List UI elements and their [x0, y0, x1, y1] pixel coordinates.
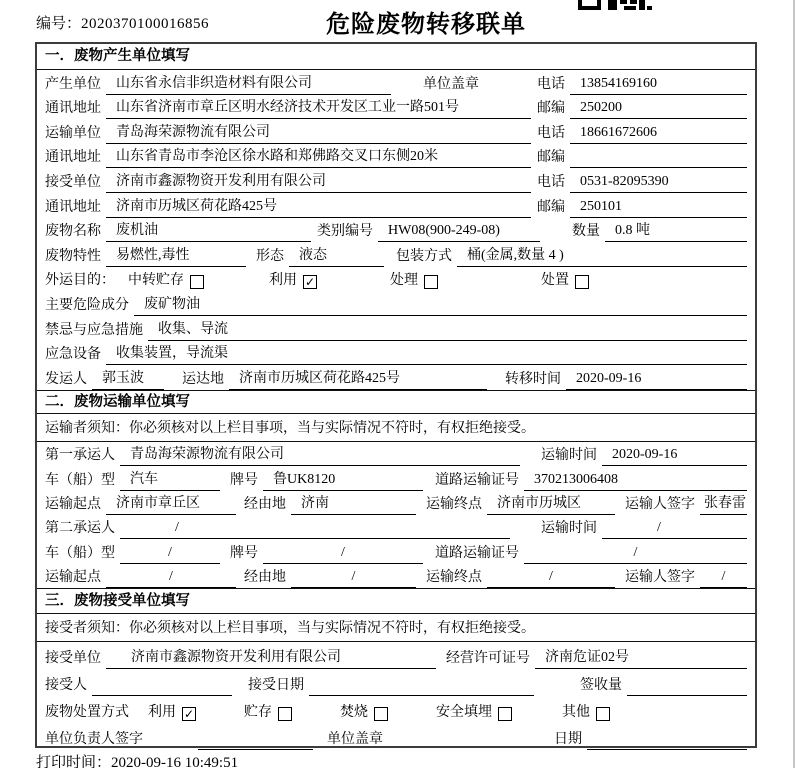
dispatcher-value: 郭玉波: [92, 367, 164, 390]
producer-zip-value: 250200: [570, 100, 747, 119]
dispatch-row: [37, 365, 755, 390]
seal-label: 单位盖章: [423, 76, 479, 92]
zip-label: 邮编: [537, 150, 565, 166]
received-qty-label: 签收量: [580, 677, 622, 693]
receiver-phone-value: 0531-82095390: [570, 174, 747, 193]
form-state-value: 液态: [289, 244, 384, 267]
option-label: 焚烧: [340, 704, 368, 720]
road-permit-label: 道路运输证号: [435, 472, 519, 488]
road-permit-value: 370213006408: [524, 472, 747, 491]
serial-label: 编号：: [36, 16, 82, 32]
producer-row: [37, 70, 755, 95]
form-state-label: 形态: [256, 248, 284, 264]
transfer-form-table: [35, 42, 757, 748]
accept-person-row: [37, 669, 755, 696]
transport-time-label: 运输时间: [541, 448, 597, 464]
option-label: 处置: [541, 273, 569, 289]
transporter-notice: 运输者须知：你必须核对以上栏目事项，当与实际情况不符时，有权拒绝接受。: [37, 414, 755, 442]
print-time-value: 2020-09-16 10:49:51: [111, 755, 239, 768]
first-carrier-value: 青岛海荣源物流有限公司: [120, 443, 520, 466]
second-carrier-row: [37, 515, 755, 539]
checkbox-icon: [498, 707, 512, 721]
first-carrier-row: [37, 442, 755, 466]
checkbox-icon: [596, 707, 610, 721]
transporter-name-value: 青岛海荣源物流有限公司: [106, 121, 531, 144]
quantity-label: 数量: [572, 224, 600, 240]
field-label: 第一承运人: [45, 448, 115, 464]
checkbox-option: [436, 701, 512, 723]
receiver-name-value: 济南市鑫源物资开发利用有限公司: [106, 170, 531, 193]
route2-row: [37, 564, 755, 588]
transport-time-value: 2020-09-16: [602, 447, 747, 466]
field-label: 车（船）型: [45, 545, 115, 561]
field-label: 废物特性: [45, 248, 101, 264]
plate-label: 牌号: [230, 545, 258, 561]
field-label: 车（船）型: [45, 472, 115, 488]
date-label: 日期: [554, 731, 582, 747]
transfer-time-value: 2020-09-16: [566, 371, 747, 390]
via-label: 经由地: [244, 496, 286, 512]
vehicle1-row: [37, 466, 755, 490]
field-label: 通讯地址: [45, 150, 101, 166]
responsible-sign-row: [37, 723, 755, 750]
disposal-method-row: [37, 696, 755, 723]
date-value: [587, 747, 747, 750]
field-label: 单位负责人签字: [45, 731, 143, 747]
route-start-value: 济南市章丘区: [106, 492, 236, 515]
transporter-row: [37, 119, 755, 144]
transfer-purpose-row: [37, 267, 755, 292]
zip-label: 邮编: [537, 199, 565, 215]
taboo-measures-value: 收集、导流: [148, 318, 747, 341]
field-label: 接受人: [45, 677, 87, 693]
checkbox-icon: [190, 275, 204, 289]
seal-label: 单位盖章: [327, 731, 383, 747]
checkbox-option: [562, 701, 610, 723]
via-value: 济南: [291, 492, 416, 515]
destination-label: 运达地: [182, 371, 224, 387]
packing-label: 包装方式: [396, 248, 452, 264]
transfer-time-label: 转移时间: [505, 371, 561, 387]
checkbox-option: [340, 701, 388, 723]
checkbox-checked-icon: [182, 707, 196, 721]
checkbox-option: [128, 269, 204, 291]
second-carrier-value: /: [120, 520, 510, 539]
main-hazard-row: [37, 291, 755, 316]
section3-header: 三．废物接受单位填写: [37, 588, 755, 614]
phone-label: 电话: [537, 76, 565, 92]
route-start-value: /: [106, 569, 236, 588]
page-right-edge: [793, 0, 795, 768]
print-time-label: 打印时间：: [36, 755, 112, 768]
waste-name-row: [37, 218, 755, 243]
emergency-equipment-row: [37, 341, 755, 366]
section1-header: 一．废物产生单位填写: [37, 44, 755, 70]
plate-value: /: [263, 545, 423, 564]
road-permit-value: /: [524, 545, 747, 564]
option-label: 安全填埋: [436, 704, 492, 720]
carrier-sign-value: /: [700, 569, 747, 588]
quantity-value: 0.8 吨: [605, 219, 747, 242]
checkbox-icon: [575, 275, 589, 289]
field-label: 发运人: [45, 371, 87, 387]
receiver-address-value: 济南市历城区荷花路425号: [106, 195, 531, 218]
transporter-phone-value: 18661672606: [570, 125, 747, 144]
serial-number: 2020370100016856: [81, 16, 210, 32]
check-mark: ✓: [183, 706, 195, 721]
producer-name-value: 山东省永信非织造材料有限公司: [106, 72, 391, 95]
transporter-address-row: [37, 144, 755, 169]
taboo-measures-row: [37, 316, 755, 341]
checkbox-option: [148, 701, 196, 723]
checkbox-icon: [374, 707, 388, 721]
serial-number-line: [36, 12, 209, 33]
checkbox-option: [269, 269, 317, 291]
field-label: 外运目的：: [45, 273, 115, 289]
carrier-sign-label: 运输人签字: [625, 569, 695, 585]
field-label: 禁忌与应急措施: [45, 322, 143, 338]
category-code-label: 类别编号: [317, 224, 373, 240]
main-hazard-value: 废矿物油: [134, 293, 747, 316]
category-code-value: HW08(900-249-08): [378, 223, 540, 242]
field-label: 废物处置方式: [45, 704, 129, 720]
producer-phone-value: 13854169160: [570, 76, 747, 95]
field-label: 应急设备: [45, 347, 101, 363]
checkbox-option: [390, 269, 438, 291]
field-label: 运输单位: [45, 125, 101, 141]
vehicle-type-value: /: [120, 545, 220, 564]
vehicle2-row: [37, 539, 755, 563]
via-label: 经由地: [244, 569, 286, 585]
plate-label: 牌号: [230, 472, 258, 488]
route-end-value: /: [487, 569, 615, 588]
field-label: 运输起点: [45, 569, 101, 585]
destination-value: 济南市历城区荷花路425号: [229, 367, 487, 390]
zip-label: 邮编: [537, 101, 565, 117]
phone-label: 电话: [537, 175, 565, 191]
route-end-label: 运输终点: [426, 569, 482, 585]
checkbox-option: [244, 701, 292, 723]
transport-time-value: /: [602, 520, 747, 539]
packing-value: 桶(金属,数量 4 ): [457, 244, 747, 267]
carrier-sign-label: 运输人签字: [625, 496, 695, 512]
field-label: 产生单位: [45, 76, 101, 92]
waste-character-value: 易燃性,毒性: [106, 244, 246, 267]
checkbox-icon: [278, 707, 292, 721]
field-label: 通讯地址: [45, 101, 101, 117]
route1-row: [37, 491, 755, 515]
receiver-zip-value: 250101: [570, 199, 747, 218]
route-end-value: 济南市历城区: [487, 492, 615, 515]
waste-character-row: [37, 242, 755, 267]
option-label: 利用: [148, 704, 176, 720]
print-time-line: [36, 751, 238, 768]
field-label: 运输起点: [45, 496, 101, 512]
accept-date-label: 接受日期: [248, 677, 304, 693]
receiver-notice: 接受者须知：你必须核对以上栏目事项，当与实际情况不符时，有权拒绝接受。: [37, 614, 755, 642]
field-label: 主要危险成分: [45, 298, 129, 314]
field-label: 第二承运人: [45, 521, 115, 537]
field-label: 通讯地址: [45, 199, 101, 215]
transport-time-label: 运输时间: [541, 521, 597, 537]
transporter-address-value: 山东省青岛市李沧区徐水路和郑佛路交叉口东侧20米: [106, 145, 531, 168]
phone-label: 电话: [537, 125, 565, 141]
field-label: 接受单位: [45, 175, 101, 191]
producer-address-row: [37, 95, 755, 120]
section2-header: 二．废物运输单位填写: [37, 390, 755, 414]
producer-address-value: 山东省济南市章丘区明水经济技术开发区工业一路501号: [106, 96, 531, 119]
qr-code-fragment: [578, 0, 652, 10]
emergency-equipment-value: 收集装置，导流渠: [106, 342, 747, 365]
option-label: 处理: [390, 273, 418, 289]
via-value: /: [291, 569, 416, 588]
checkbox-checked-icon: [303, 275, 317, 289]
checkbox-icon: [424, 275, 438, 289]
receiver-address-row: [37, 193, 755, 218]
waste-name-value: 废机油: [106, 219, 311, 242]
business-permit-value: 济南危证02号: [535, 646, 747, 669]
vehicle-type-value: 汽车: [120, 468, 220, 491]
option-label: 其他: [562, 704, 590, 720]
accept-unit-value: 济南市鑫源物资开发利用有限公司: [106, 646, 436, 669]
receiver-row: [37, 168, 755, 193]
page-title: 危险废物转移联单: [326, 10, 526, 38]
carrier-sign-value: 张春雷: [700, 492, 747, 515]
option-label: 中转贮存: [128, 273, 184, 289]
field-label: 废物名称: [45, 224, 101, 240]
field-label: 接受单位: [45, 650, 101, 666]
responsible-sign-value: [198, 747, 313, 750]
option-label: 贮存: [244, 704, 272, 720]
accept-unit-row: [37, 642, 755, 669]
option-label: 利用: [269, 273, 297, 289]
road-permit-label: 道路运输证号: [435, 545, 519, 561]
route-end-label: 运输终点: [426, 496, 482, 512]
checkbox-option: [541, 269, 589, 291]
business-permit-label: 经营许可证号: [446, 650, 530, 666]
check-mark: ✓: [304, 275, 316, 290]
plate-value: 鲁UK8120: [263, 468, 423, 491]
